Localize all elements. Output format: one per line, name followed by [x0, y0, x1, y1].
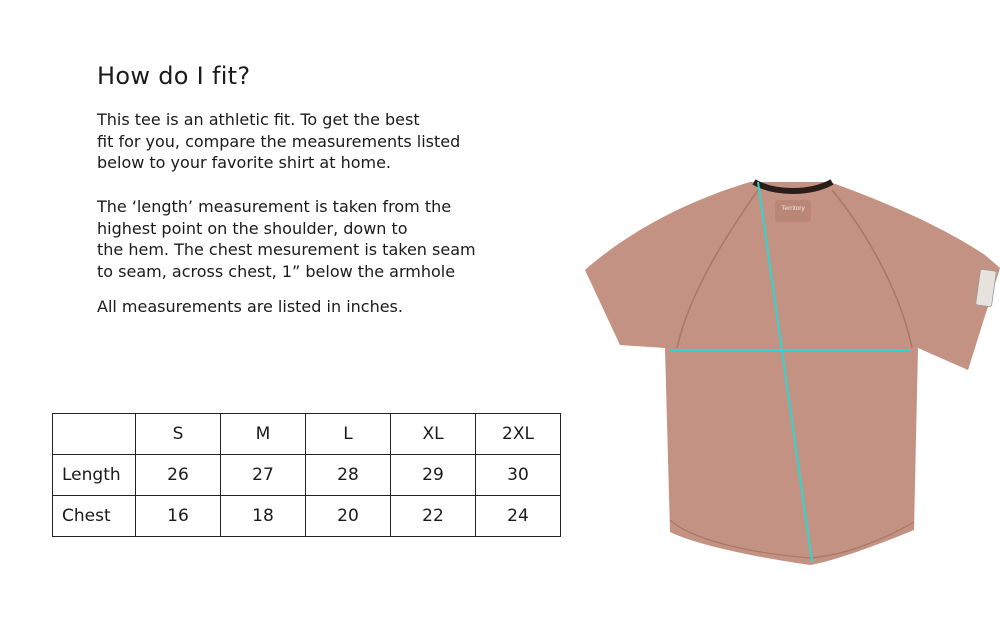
table-corner-cell: [53, 414, 136, 455]
intro-paragraph: [97, 109, 460, 174]
table-cell: 28: [306, 455, 391, 496]
text-line: to seam, across chest, 1” below the armhole: [97, 261, 456, 281]
tshirt-body: [585, 182, 1000, 565]
table-cell: 26: [136, 455, 221, 496]
units-note: All measurements are listed in inches.: [97, 297, 403, 316]
page-title: How do I fit?: [97, 62, 251, 90]
size-header: L: [306, 414, 391, 455]
text-line: This tee is an athletic fit. To get the best: [97, 110, 420, 129]
table-cell: 18: [221, 496, 306, 537]
text-line: The ‘length’ measurement is taken from the: [97, 197, 452, 216]
table-cell: 16: [136, 496, 221, 537]
text-line: the hem. The chest mesurement is taken seam: [97, 240, 476, 259]
size-chart-table: [52, 413, 561, 537]
table-cell: 29: [391, 455, 476, 496]
table-cell: 30: [476, 455, 561, 496]
text-line: highest point on the shoulder, down to: [97, 218, 408, 238]
size-header: S: [136, 414, 221, 455]
table-cell: 20: [306, 496, 391, 537]
size-header: M: [221, 414, 306, 455]
table-cell: 27: [221, 455, 306, 496]
table-cell: 22: [391, 496, 476, 537]
table-row: [53, 496, 561, 537]
row-label: Length: [53, 455, 136, 496]
brand-tag-text: Territory: [781, 205, 805, 212]
table-header-row: [53, 414, 561, 455]
table-cell: 24: [476, 496, 561, 537]
size-header: 2XL: [476, 414, 561, 455]
text-line: below to your favorite shirt at home.: [97, 153, 392, 172]
size-header: XL: [391, 414, 476, 455]
row-label: Chest: [53, 496, 136, 537]
measurement-paragraph: [97, 196, 476, 282]
table-row: [53, 455, 561, 496]
tshirt-illustration: [580, 170, 1000, 570]
text-line: fit for you, compare the measurements listed: [97, 131, 461, 151]
